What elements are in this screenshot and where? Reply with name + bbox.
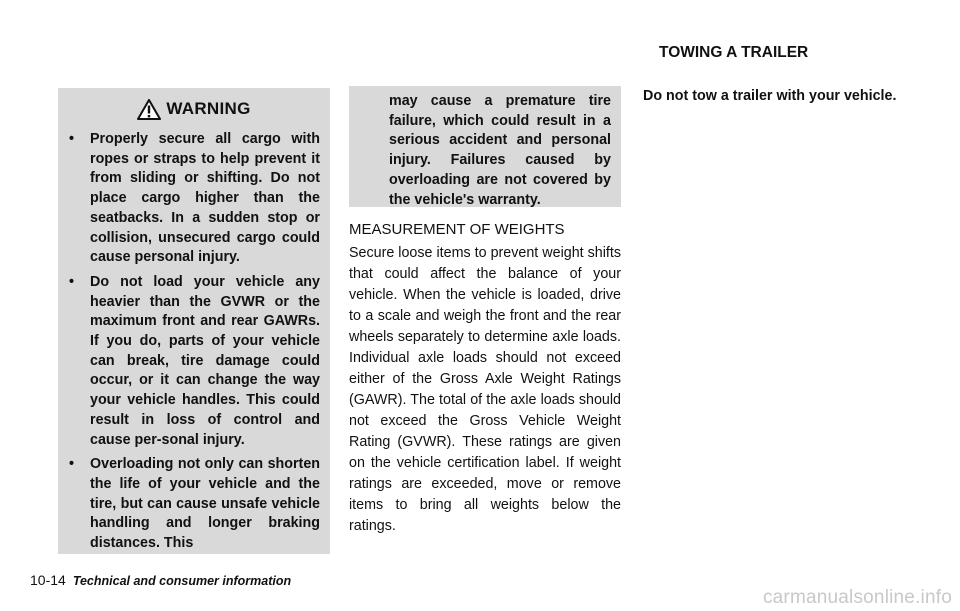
- watermark: carmanualsonline.info: [762, 587, 952, 608]
- footer-section-title: Technical and consumer information: [72, 574, 292, 588]
- warning-triangle-icon: [137, 99, 161, 120]
- measurement-body: Secure loose items to prevent weight shifts that could affect the balance of your vehicle. When the vehicle is loaded, drive to a scale and weigh the front and the rear wheels separately to determine axle loads. Individual axle loads should not exceed either of the Gross Axle Weight Ratings (GAWR). The total of the axle loads should not exceed the Gross Vehicle Weight Rating (GVWR). These ratings are given on the vehicle certification label. If weight ratings are exceeded, move or remove items to bring all weights below the ratings.: [349, 245, 621, 534]
- warning-bullet: • Properly secure all cargo with ropes or straps to help prevent it from sliding or shifting. Do not place cargo higher than the seatbacks. In a sudden stop or collision, unsecured cargo could cause personal injury.: [69, 131, 320, 266]
- warning-bullet: • Overloading not only can shorten the life of your vehicle and the tire, but can cause unsafe vehicle handling and longer braking distances. This: [69, 456, 320, 552]
- warning-bullet-list: [58, 130, 330, 554]
- bullet-marker: •: [69, 273, 75, 290]
- page-footer: [30, 572, 291, 588]
- warning-header: [58, 96, 330, 122]
- towing-heading: TOWING A TRAILER: [659, 44, 809, 61]
- warning-title: WARNING: [166, 99, 251, 118]
- warning-continuation-text: may cause a premature tire failure, which could result in a serious accident and personal injury. Failures caused by overloading are not covered by the vehicle's warranty.: [389, 93, 611, 208]
- bullet-marker: •: [69, 131, 75, 147]
- measurement-heading: MEASUREMENT OF WEIGHTS: [349, 221, 565, 238]
- warning-box-continued: [349, 86, 621, 207]
- towing-body: Do not tow a trailer with your vehicle.: [643, 88, 897, 104]
- bullet-marker: •: [69, 456, 75, 473]
- warning-bullet: • Do not load your vehicle any heavier than the GVWR or the maximum front and rear GAWRs. If you do, parts of your vehicle can break, tire damage could occur, or it can change the way your vehicle handles. This could result in loss of control and cause per-sonal injury.: [69, 273, 320, 448]
- page-number: 10-14: [30, 572, 66, 588]
- warning-box: [58, 88, 330, 554]
